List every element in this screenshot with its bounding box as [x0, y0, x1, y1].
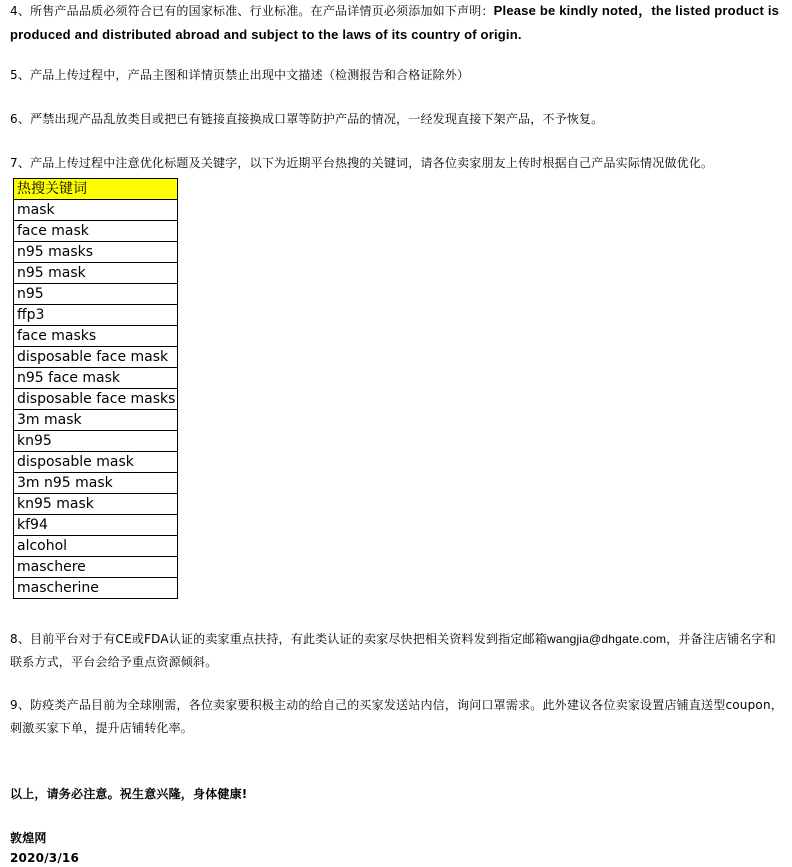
table-header-cell: 热搜关键词: [14, 179, 178, 200]
table-row: [14, 242, 178, 263]
table-row: [14, 515, 178, 536]
notice-item-4-cn: 4、所售产品品质必须符合已有的国家标准、行业标准。在产品详情页必须添加如下声明：: [10, 4, 494, 18]
table-row: [14, 326, 178, 347]
table-row: [14, 347, 178, 368]
table-row: [14, 221, 178, 242]
notice-item-7: 7、产品上传过程中注意优化标题及关键字，以下为近期平台热搜的关键词，请各位卖家朋友上传时根据自己产品实际情况做优化。: [10, 156, 714, 170]
keyword-cell: mascherine: [14, 578, 178, 599]
keyword-cell: alcohol: [14, 536, 178, 557]
table-row: [14, 431, 178, 452]
table-row: [14, 410, 178, 431]
keyword-cell: disposable mask: [14, 452, 178, 473]
signature-date: 2020/3/16: [10, 851, 80, 865]
notice-item-8-text-end: ，并备注店铺名字和联系方式，平台会给予重点资源倾斜。: [10, 632, 776, 669]
keyword-cell: mask: [14, 200, 178, 221]
table-row: [14, 368, 178, 389]
table-row: [14, 473, 178, 494]
keyword-cell: maschere: [14, 557, 178, 578]
keyword-cell: kn95 mask: [14, 494, 178, 515]
keyword-cell: ffp3: [14, 305, 178, 326]
notice-item-4: [10, 0, 785, 47]
keyword-cell: disposable face mask: [14, 347, 178, 368]
keyword-cell: face mask: [14, 221, 178, 242]
table-row: [14, 389, 178, 410]
keyword-cell: 3m n95 mask: [14, 473, 178, 494]
notice-item-5: 5、产品上传过程中，产品主图和详情页禁止出现中文描述（检测报告和合格证除外）: [10, 68, 470, 82]
keyword-cell: disposable face masks: [14, 389, 178, 410]
notice-item-9: 9、防疫类产品目前为全球刚需，各位卖家要积极主动的给自己的买家发送站内信，询问口罩需求。此外建议各位卖家设置店铺直送型coupon，刺激买家下单，提升店铺转化率。: [10, 698, 783, 735]
contact-email: wangjia@dhgate.com: [546, 632, 667, 646]
notice-item-6: 6、严禁出现产品乱放类目或把已有链接直接换成口罩等防护产品的情况，一经发现直接下架产品，不予恢复。: [10, 112, 604, 126]
table-row: [14, 305, 178, 326]
table-row: [14, 200, 178, 221]
table-row: [14, 578, 178, 599]
keyword-cell: face masks: [14, 326, 178, 347]
table-row: [14, 536, 178, 557]
keyword-cell: n95 face mask: [14, 368, 178, 389]
notice-item-8: [10, 628, 785, 674]
table-header-row: [14, 179, 178, 200]
table-row: [14, 452, 178, 473]
keyword-cell: n95 masks: [14, 242, 178, 263]
keyword-cell: n95 mask: [14, 263, 178, 284]
table-row: [14, 263, 178, 284]
keyword-cell: kn95: [14, 431, 178, 452]
closing-remark: 以上，请务必注意。祝生意兴隆，身体健康!: [10, 787, 248, 801]
keyword-cell: 3m mask: [14, 410, 178, 431]
notice-item-8-text: 8、目前平台对于有CE或FDA认证的卖家重点扶持，有此类认证的卖家尽快把相关资料发到指定邮箱: [10, 632, 547, 646]
table-row: [14, 284, 178, 305]
keyword-cell: n95: [14, 284, 178, 305]
hot-keyword-table: [13, 178, 178, 599]
table-row: [14, 557, 178, 578]
signature-name: 敦煌网: [10, 831, 47, 845]
notice-item-4-en-statement: Please be kindly noted，the listed product is produced and distributed abroad and subject to the laws of its country of origin.: [10, 3, 780, 42]
keyword-cell: kf94: [14, 515, 178, 536]
table-row: [14, 494, 178, 515]
